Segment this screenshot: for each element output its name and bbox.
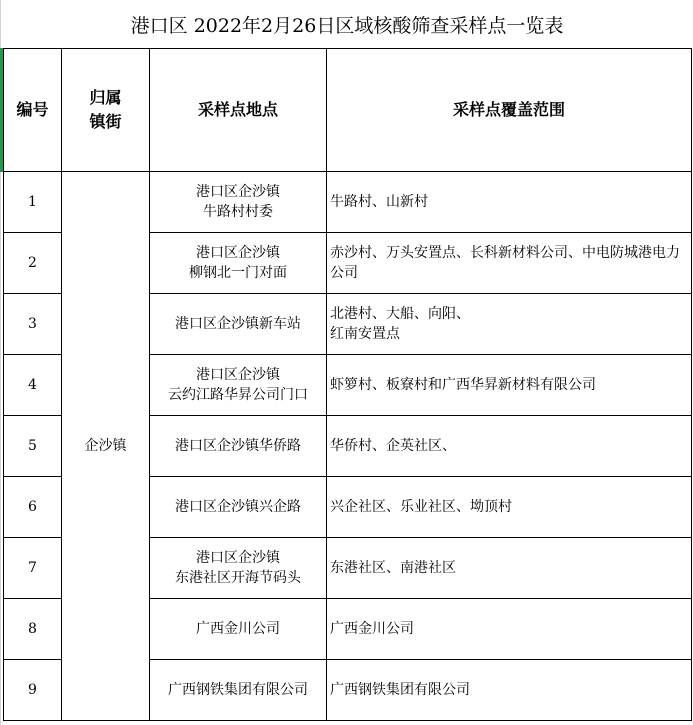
site-cell[interactable] [150,294,327,355]
site-line-1: 港口区企沙镇 [196,245,280,261]
site-line-2: 柳钢北一门对面 [189,265,287,281]
header-town-text: 归属镇街 [89,88,122,131]
row-number-cell[interactable]: 6 [4,477,62,538]
site-cell[interactable] [150,172,327,233]
row-number-cell[interactable]: 2 [4,233,62,294]
row-number-cell[interactable]: 5 [4,416,62,477]
site-line-1: 港口区企沙镇 [196,550,280,566]
scope-cell[interactable]: 广西钢铁集团有限公司 [327,660,692,721]
header-row [4,49,692,172]
row-number-cell[interactable]: 1 [4,172,62,233]
site-line-1: 港口区企沙镇新车站 [175,316,301,332]
row-number-cell[interactable]: 8 [4,599,62,660]
town-cell[interactable]: 企沙镇 [62,172,150,721]
scope-cell[interactable]: 华侨村、企英社区、 [327,416,692,477]
row-number-cell[interactable]: 9 [4,660,62,721]
site-line-1: 港口区企沙镇华侨路 [175,438,301,454]
site-line-1: 港口区企沙镇 [196,367,280,383]
scope-cell[interactable]: 牛路村、山新村 [327,172,692,233]
header-site[interactable]: 采样点地点 [150,49,327,172]
site-cell[interactable] [150,660,327,721]
scope-cell[interactable]: 兴企社区、乐业社区、坳顶村 [327,477,692,538]
site-line-1: 港口区企沙镇兴企路 [175,499,301,515]
site-cell[interactable] [150,355,327,416]
row-number-cell[interactable]: 7 [4,538,62,599]
table-row [4,172,692,233]
row-number-cell[interactable]: 3 [4,294,62,355]
scope-cell[interactable]: 北港村、大船、向阳、 红南安置点 [327,294,692,355]
site-line-1: 港口区企沙镇 [196,184,280,200]
grid-edge [0,172,1,725]
scope-cell[interactable]: 虾箩村、板寮村和广西华昇新材料有限公司 [327,355,692,416]
site-cell[interactable] [150,416,327,477]
site-line-2: 牛路村村委 [203,204,273,220]
scope-cell[interactable]: 东港社区、南港社区 [327,538,692,599]
site-cell[interactable] [150,233,327,294]
site-line-2: 东港社区开海节码头 [175,570,301,586]
header-number[interactable]: 编号 [4,49,62,172]
header-town[interactable] [62,49,150,172]
scope-cell[interactable]: 赤沙村、万头安置点、长科新材料公司、中电防城港电力公司 [327,233,692,294]
sampling-sites-table [3,48,692,721]
site-cell[interactable] [150,599,327,660]
site-cell[interactable] [150,477,327,538]
site-line-1: 广西金川公司 [196,621,280,637]
page-title: 港口区 2022年2月26日区域核酸筛查采样点一览表 [0,0,693,48]
scope-cell[interactable]: 广西金川公司 [327,599,692,660]
header-scope[interactable]: 采样点覆盖范围 [327,49,692,172]
site-line-1: 广西钢铁集团有限公司 [168,682,308,698]
site-line-2: 云约江路华昇公司门口 [168,387,308,403]
site-cell[interactable] [150,538,327,599]
row-number-cell[interactable]: 4 [4,355,62,416]
